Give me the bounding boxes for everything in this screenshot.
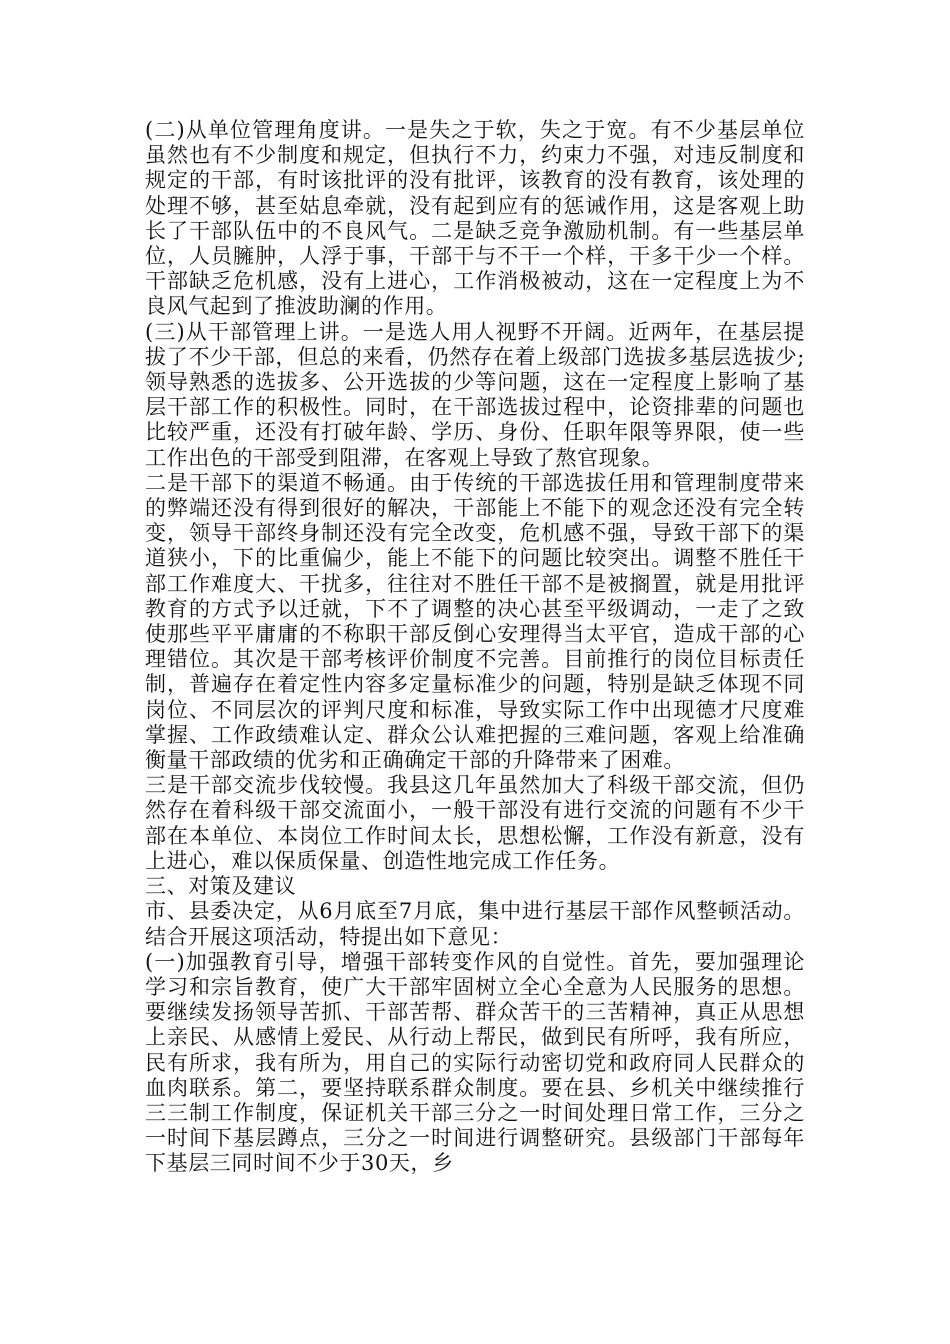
paragraph-cadre-exit-channel: 二是干部下的渠道不畅通。由于传统的干部选拔任用和管理制度带来的弊端还没有得到很好的解决，干部能上不能下的观念还没有完全转变，领导干部终身制还没有完全改变，危机感不强，导致干部下的渠道狭小，下的比重偏少，能上不能下的问题比较突出。调整不胜任干部工作难度大、干扰多，往往对不胜任干部不是被搁置，就是用批评教育的方式予以迁就，下不了调整的决心甚至平级调动，一走了之致使那些平平庸庸的不称职干部反倒心安理得当太平官，造成干部的心理错位。其次是干部考核评价制度不完善。目前推行的岗位目标责任制，普遍存在着定性内容多定量标准少的问题，特别是缺乏体现不同岗位、不同层次的评判尺度和标准，导致实际工作中出现德才尺度难掌握、工作政绩难认定、群众公认难把握的三难问题，客观上给准确衡量干部政绩的优劣和正确确定干部的升降带来了困难。 (145, 470, 805, 773)
paragraph-education-guidance: (一)加强教育引导，增强干部转变作风的自觉性。首先，要加强理论学习和宗旨教育，使广大干部牢固树立全心全意为人民服务的思想。要继续发扬领导苦抓、干部苦帮、群众苦干的三苦精神，真正从思想上亲民、从感情上爱民、从行动上帮民，做到民有所呼，我有所应，民有所求，我有所为，用自己的实际行动密切党和政府同人民群众的血肉联系。第二，要坚持联系群众制度。要在县、乡机关中继续推行三三制工作制度，保证机关干部三分之一时间处理日常工作，三分之一时间下基层蹲点，三分之一时间进行调整研究。县级部门干部每年下基层三同时间不少于30天，乡 (145, 949, 805, 1176)
document-body (145, 118, 805, 1177)
section-heading-countermeasures: 三、对策及建议 (145, 874, 297, 899)
paragraph-cadre-management: (三)从干部管理上讲。一是选人用人视野不开阔。近两年，在基层提拔了不少干部，但总的来看，仍然存在着上级部门选拔多基层选拔少;领导熟悉的选拔多、公开选拔的少等问题，这在一定程度上影响了基层干部工作的积极性。同时，在干部选拔过程中，论资排辈的问题也比较严重，还没有打破年龄、学历、身份、任职年限等界限，使一些工作出色的干部受到阻滞，在客观上导致了熬官现象。 (145, 319, 805, 470)
paragraph-unit-management: (二)从单位管理角度讲。一是失之于软，失之于宽。有不少基层单位虽然也有不少制度和规定，但执行不力，约束力不强，对违反制度和规定的干部，有时该批评的没有批评，该教育的没有教育，该处理的处理不够，甚至姑息牵就，没有起到应有的惩诫作用，这是客观上助长了干部队伍中的不良风气。二是缺乏竞争激励机制。有一些基层单位，人员臃肿，人浮于事，干部干与不干一个样，干多干少一个样。干部缺乏危机感，没有上进心，工作消极被动，这在一定程度上为不良风气起到了推波助澜的作用。 (145, 118, 805, 319)
paragraph-cadre-exchange: 三是干部交流步伐较慢。我县这几年虽然加大了科级干部交流，但仍然存在着科级干部交流面小，一般干部没有进行交流的问题有不少干部在本单位、本岗位工作时间太长，思想松懈，工作没有新意，没有上进心，难以保质保量、创造性地完成工作任务。 (145, 773, 805, 873)
paragraph-committee-decision: 市、县委决定，从6月底至7月底，集中进行基层干部作风整顿活动。结合开展这项活动，特提出如下意见： (145, 899, 805, 949)
